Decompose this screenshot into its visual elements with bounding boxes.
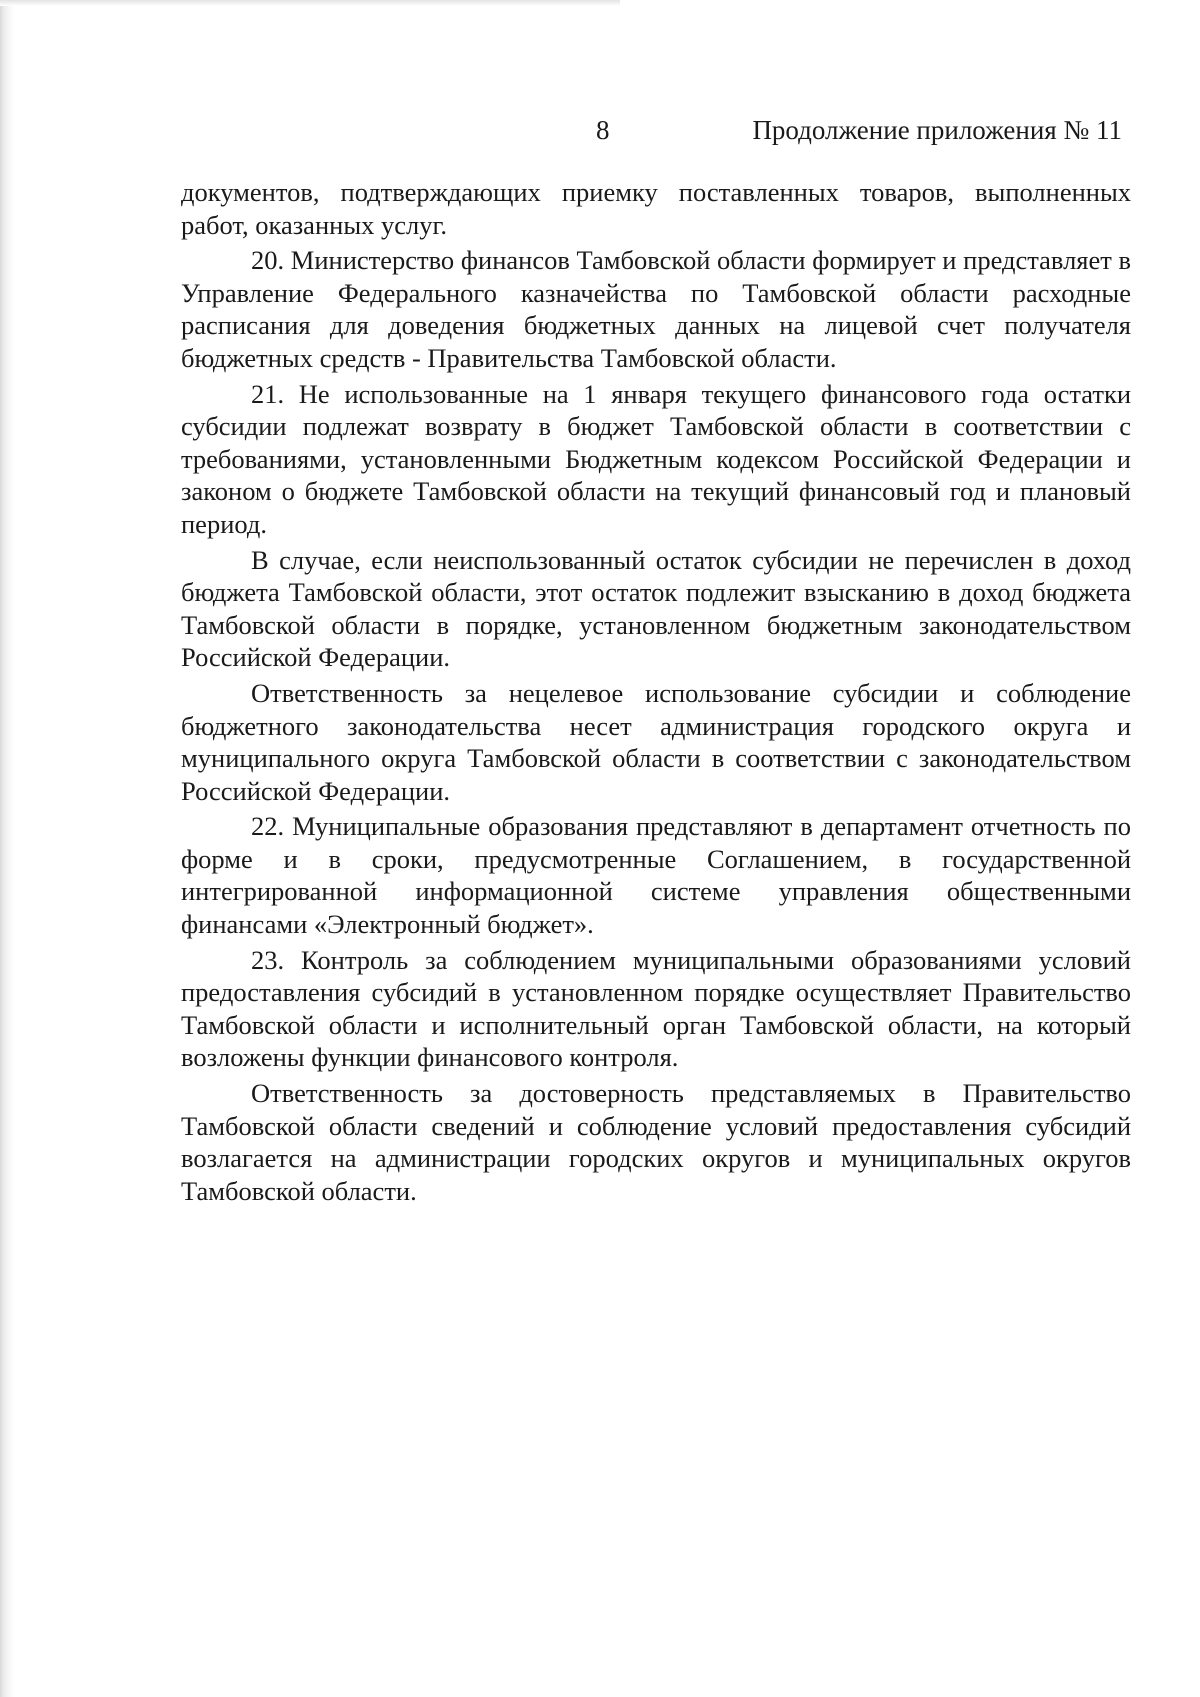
scan-shadow-edge	[0, 0, 14, 1697]
document-body	[181, 176, 1131, 1207]
paragraph-item-23: 23. Контроль за соблюдением муниципальными образованиями условий предоставления субсидий в установленном порядке осуществляет Правительство Тамбовской области и исполнительный орган Тамбовской области, на который возложены функции финансового контроля.	[181, 944, 1131, 1073]
scan-shadow-top	[0, 0, 620, 6]
paragraph-item-21: 21. Не использованные на 1 января текущего финансового года остатки субсидии подлежат возврату в бюджет Тамбовской области в соответствии с требованиями, установленными Бюджетным кодексом Российской Федерации и законом о бюджете Тамбовской области на текущий финансовый год и плановый период.	[181, 378, 1131, 539]
running-head: Продолжение приложения № 11	[752, 115, 1122, 145]
paragraph-responsibility-accuracy: Ответственность за достоверность представляемых в Правительство Тамбовской области сведений и соблюдение условий предоставления субсидий возлагается на администрации городских округов и муниципальных округов Тамбовской области.	[181, 1078, 1131, 1206]
paragraph-responsibility-misuse: Ответственность за нецелевое использование субсидии и соблюдение бюджетного законодательства несет администрация городского округа и муниципального округа Тамбовской области в соответствии с законодательством Российской Федерации.	[181, 677, 1131, 806]
paragraph-item-22: 22. Муниципальные образования представляют в департамент отчетность по форме и в сроки, предусмотренные Соглашением, в государственной интегрированной информационной системе управления общественными финансами «Электронный бюджет».	[181, 811, 1131, 940]
paragraph-item-20: 20. Министерство финансов Тамбовской области формирует и представляет в Управление Федерального казначейства по Тамбовской области расходные расписания для доведения бюджетных данных на лицевой счет получателя бюджетных средств - Правительства Тамбовской области.	[181, 245, 1131, 373]
paragraph-continuation: документов, подтверждающих приемку поставленных товаров, выполненных работ, оказанных услуг.	[181, 177, 1131, 240]
page-number: 8	[596, 115, 610, 145]
paragraph-unused-balance: В случае, если неиспользованный остаток субсидии не перечислен в доход бюджета Тамбовской области, этот остаток подлежит взысканию в доход бюджета Тамбовской области в порядке, установленном бюджетным законодательством Российской Федерации.	[181, 544, 1131, 673]
